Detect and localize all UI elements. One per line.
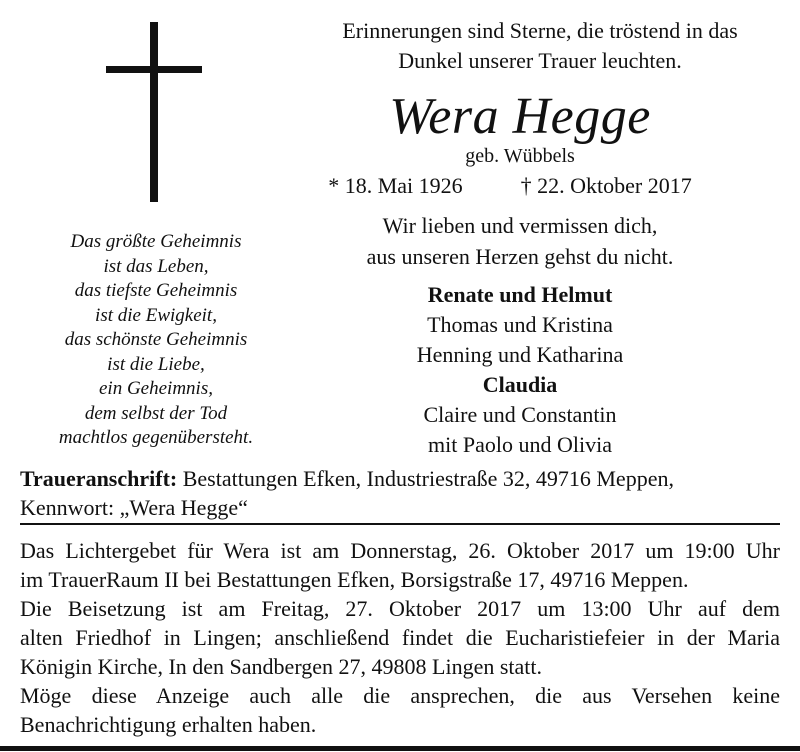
life-dates [300,172,720,200]
bottom-verse [280,210,760,272]
quote-line: das schönste Geheimnis [64,329,248,350]
quote-line: Das größte Geheimnis [70,231,242,252]
info-line: Benachrichtigung erhalten haben. [20,712,317,737]
quote-line: ist das Leben, [103,255,209,277]
top-verse [260,16,800,76]
mourner-line: Renate und Helmut [427,282,613,307]
quote-line: machtlos gegenübersteht. [58,427,254,448]
cross-icon [106,22,202,202]
mourner-line: mit Paolo und Olivia [428,432,612,457]
mourner-line: Claire und Constantin [423,402,617,427]
info-line: Die Beisetzung ist am Freitag, 27. Oktober 2017 um 13:00 Uhr auf dem [20,596,780,621]
mourner-line: Claudia [482,372,558,397]
quote-line: ist die Ewigkeit, [95,304,217,326]
cross-vertical-bar [150,22,158,202]
death-date: † 22. Oktober 2017 [520,173,692,198]
deceased-name: Wera Hegge [389,88,651,145]
mourner-line: Henning und Katharina [416,342,624,367]
info-line: Das Lichtergebet für Wera ist am Donnerstag, 26. Oktober 2017 um 19:00 Uhr [20,538,780,563]
ceremony-info [20,536,780,739]
quote-line: das tiefste Geheimnis [74,280,238,301]
top-verse-line: Dunkel unserer Trauer leuchten. [398,48,682,73]
birth-name: geb. Wübbels [465,145,575,167]
mourner-line: Thomas und Kristina [427,312,613,337]
cross-horizontal-bar [106,66,202,73]
address-line [20,464,780,493]
quote-line: ein Geheimnis, [99,378,213,399]
bottom-verse-line: aus unseren Herzen gehst du nicht. [366,244,674,269]
info-line: alten Friedhof in Lingen; anschließend findet die Eucharistiefeier in der Maria [20,625,780,650]
address-label: Traueranschrift: [20,466,178,491]
mourning-address [20,464,780,522]
info-line: Möge diese Anzeige auch alle die ansprechen, die aus Versehen keine [20,683,780,708]
birth-date: * 18. Mai 1926 [328,173,463,198]
divider [20,523,780,525]
bottom-verse-line: Wir lieben und vermissen dich, [382,213,658,238]
bottom-border [0,746,800,751]
quote-line: ist die Liebe, [107,353,205,375]
quote-line: dem selbst der Tod [84,402,228,424]
quote-block [16,230,296,451]
info-line: Königin Kirche, In den Sandbergen 27, 49808 Lingen statt. [20,654,542,679]
info-line: im TrauerRaum II bei Bestattungen Efken, Borsigstraße 17, 49716 Meppen. [20,567,689,592]
keyword-line: Kennwort: „Wera Hegge“ [20,495,248,520]
address-text: Bestattungen Efken, Industriestraße 32, 49716 Meppen, [182,466,674,491]
top-verse-line: Erinnerungen sind Sterne, die tröstend in das [342,18,738,43]
mourners-list [320,280,720,460]
